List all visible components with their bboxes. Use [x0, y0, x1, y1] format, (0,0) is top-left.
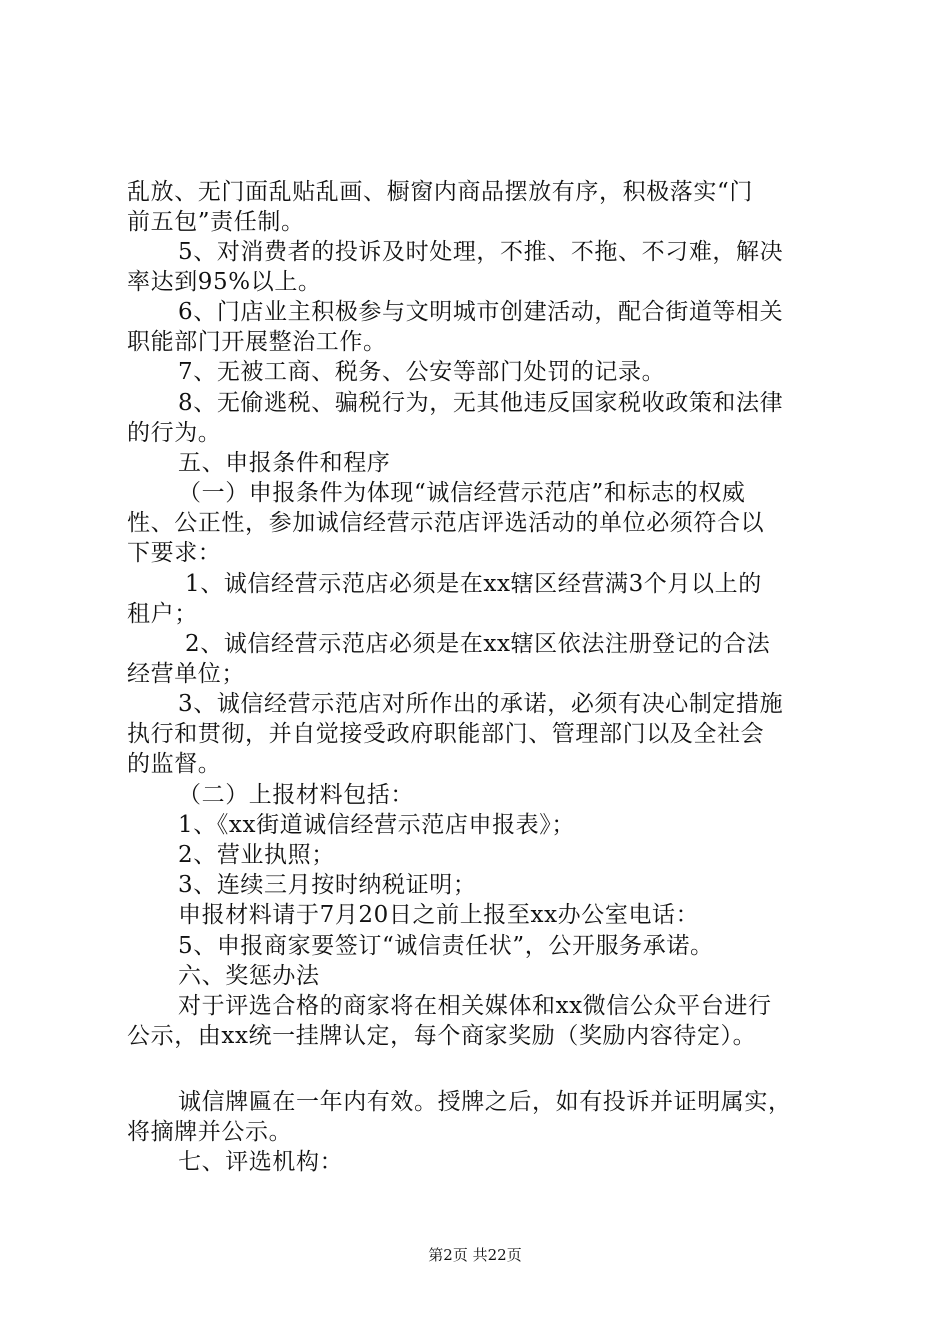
text-line: 2、诚信经营示范店必须是在xx辖区依法注册登记的合法 — [185, 631, 771, 657]
text-line: 的监督。 — [127, 751, 222, 777]
text-line: 职能部门开展整治工作。 — [127, 329, 387, 355]
section-heading: 六、奖惩办法 — [178, 963, 320, 989]
text-line: 将摘牌并公示。 — [127, 1119, 293, 1145]
text-line: 申报材料请于7月20日之前上报至xx办公室电话： — [178, 902, 700, 928]
text-line: 前五包”责任制。 — [127, 209, 305, 235]
text-line: 对于评选合格的商家将在相关媒体和xx微信公众平台进行 — [178, 993, 772, 1019]
text-line: （一）申报条件为体现“诚信经营示范店”和标志的权威 — [178, 480, 746, 506]
section-heading: 七、评选机构： — [178, 1149, 344, 1175]
text-line: （二）上报材料包括： — [178, 782, 414, 808]
text-line: 乱放、无门面乱贴乱画、橱窗内商品摆放有序，积极落实“门 — [127, 179, 753, 205]
text-line: 8、无偷逃税、骗税行为，无其他违反国家税收政策和法律 — [178, 390, 784, 416]
page-footer: 第2页 共22页 — [428, 1246, 522, 1264]
text-line: 性、公正性，参加诚信经营示范店评选活动的单位必须符合以 — [127, 510, 765, 536]
text-line: 1、诚信经营示范店必须是在xx辖区经营满3个月以上的 — [185, 571, 762, 597]
text-line: 5、对消费者的投诉及时处理，不推、不拖、不刁难，解决 — [178, 239, 784, 265]
text-line: 租户； — [127, 601, 198, 627]
text-line: 7、无被工商、税务、公安等部门处罚的记录。 — [178, 359, 666, 385]
text-line: 的行为。 — [127, 420, 222, 446]
text-line: 5、申报商家要签订“诚信责任状”，公开服务承诺。 — [178, 933, 714, 959]
text-line: 3、连续三月按时纳税证明； — [178, 872, 477, 898]
text-line: 1、《xx街道诚信经营示范店申报表》； — [178, 812, 575, 838]
text-line: 诚信牌匾在一年内有效。授牌之后，如有投诉并证明属实， — [178, 1089, 792, 1115]
text-line: 下要求： — [127, 540, 222, 566]
text-line: 执行和贯彻，并自觉接受政府职能部门、管理部门以及全社会 — [127, 721, 765, 747]
text-line: 3、诚信经营示范店对所作出的承诺，必须有决心制定措施 — [178, 691, 784, 717]
text-line: 率达到95%以上。 — [127, 269, 322, 295]
text-line: 6、门店业主积极参与文明城市创建活动，配合街道等相关 — [178, 299, 784, 325]
section-heading: 五、申报条件和程序 — [178, 450, 391, 476]
text-line: 经营单位； — [127, 661, 245, 687]
text-line: 公示，由xx统一挂牌认定，每个商家奖励（奖励内容待定）。 — [127, 1023, 757, 1049]
text-line: 2、营业执照； — [178, 842, 335, 868]
